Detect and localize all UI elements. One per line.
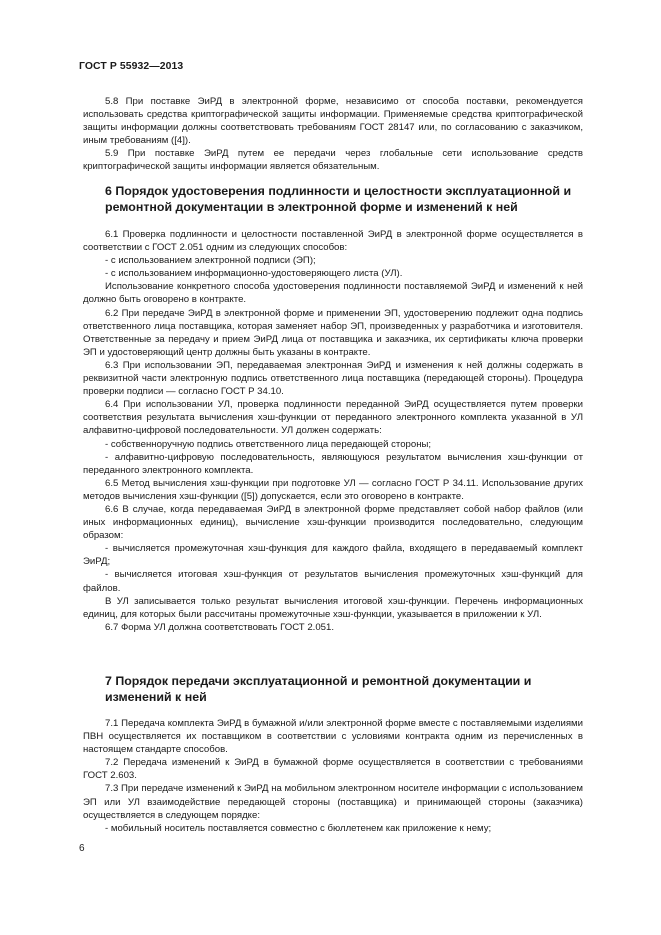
paragraph-6-4: 6.4 При использовании УЛ, проверка подлинности переданной ЭиРД осуществляется путем проверки соответствия результата вычисления хэш-функции от переданного электронного комплекта указанной в УЛ алфавитно-цифровой последовательности. УЛ должен содержать: <box>83 399 583 437</box>
paragraph-6-6-note: В УЛ записывается только результат вычисления итоговой хэш-функции. Перечень информационных единиц, для которых были рассчитаны промежуточные хэш-функции, указывается в приложении к УЛ. <box>83 595 583 620</box>
section-6-title: 6 Порядок удостоверения подлинности и целостности эксплуатационной и ремонтной документации в электронной форме и изменений к ней <box>105 184 572 214</box>
paragraph-7-3: 7.3 При передаче изменений к ЭиРД на мобильном электронном носителе информации с использованием ЭП или УЛ взаимодействие передающей стороны (поставщика) и принимающей стороны (заказчика) осуществляется в следующем порядке: <box>83 783 583 821</box>
section-7-title: 7 Порядок передачи эксплуатационной и ремонтной документации и изменений к ней <box>105 674 532 704</box>
section-6-body <box>83 228 583 634</box>
paragraph-7-1: 7.1 Передача комплекта ЭиРД в бумажной и/или электронной форме вместе с поставляемыми изделиями ПВН осуществляется их поставщиком в соответствии с условиями контракта одним из перечисленных в настоящем стандарте способов. <box>83 718 583 756</box>
paragraph-6-6: 6.6 В случае, когда передаваемая ЭиРД в электронной форме представляет собой набор файлов (или иных информационных единиц), вычисление хэш-функции производится последовательно, следующим образом: <box>83 503 583 542</box>
paragraph-6-1: 6.1 Проверка подлинности и целостности поставленной ЭиРД в электронной форме осуществляется в соответствии с ГОСТ 2.051 одним из следующих способов: <box>83 229 583 254</box>
list-item: - вычисляется итоговая хэш-функция от результатов вычисления промежуточных хэш-функций для файлов. <box>83 569 583 594</box>
list-item: - мобильный носитель поставляется совместно с бюллетенем как приложение к нему; <box>105 822 492 834</box>
document-header: ГОСТ Р 55932—2013 <box>79 61 184 72</box>
section-7-body <box>83 717 583 835</box>
list-item: - вычисляется промежуточная хэш-функция для каждого файла, входящего в передаваемый комплект ЭиРД; <box>83 543 583 568</box>
paragraph-6-5: 6.5 Метод вычисления хэш-функции при подготовке УЛ — согласно ГОСТ Р 34.11. Использование других методов вычисления хэш-функции ([5]) допускается, если это оговорено в контракте. <box>83 477 583 502</box>
paragraph-6-3: 6.3 При использовании ЭП, передаваемая электронная ЭиРД и изменения к ней должны содержать в реквизитной части электронную подпись ответственного лица поставщика (передающей стороны). Процедура проверки подписи — согласно ГОСТ Р 34.10. <box>83 359 583 398</box>
paragraph-7-2: 7.2 Передача изменений к ЭиРД в бумажной форме осуществляется в соответствии с требованиями ГОСТ 2.603. <box>83 757 583 782</box>
list-item: - с использованием информационно-удостоверяющего листа (УЛ). <box>105 268 403 280</box>
list-item: - с использованием электронной подписи (ЭП); <box>105 255 316 267</box>
page-number: 6 <box>79 843 85 854</box>
paragraph-5-8: 5.8 При поставке ЭиРД в электронной форме, независимо от способа поставки, рекомендуется использовать средства криптографической защиты информации. Применяемые средства криптографической защиты информации должны соответствовать требованиям ГОСТ 28147 или, по согласованию с заказчиком, иным требованиям ([4]). <box>83 96 583 147</box>
paragraph-6-2: 6.2 При передаче ЭиРД в электронной форме и применении ЭП, удостоверению подлежит одна подпись ответственного лица поставщика, которая заменяет набор ЭП, произведенных у разработчика и изготовителя. Ответственные за передачу и прием ЭиРД лица от поставщика и заказчика, их сертификаты ключа проверки ЭП и удостоверяющий центр должны быть указаны в контракте. <box>83 307 583 358</box>
list-item: - собственноручную подпись ответственного лица передающей стороны; <box>105 438 432 450</box>
paragraph-6-7: 6.7 Форма УЛ должна соответствовать ГОСТ 2.051. <box>105 621 335 633</box>
paragraph-6-1-note: Использование конкретного способа удостоверения подлинности поставляемой ЭиРД и изменений к ней должно быть оговорено в контракте. <box>83 281 583 306</box>
paragraph-5-9: 5.9 При поставке ЭиРД путем ее передачи через глобальные сети использование средств криптографической защиты информации является обязательным. <box>83 148 583 173</box>
section-5-continuation <box>83 95 583 174</box>
list-item: - алфавитно-цифровую последовательность, являющуюся результатом вычисления хэш-функции от переданного электронного комплекта. <box>83 451 583 476</box>
